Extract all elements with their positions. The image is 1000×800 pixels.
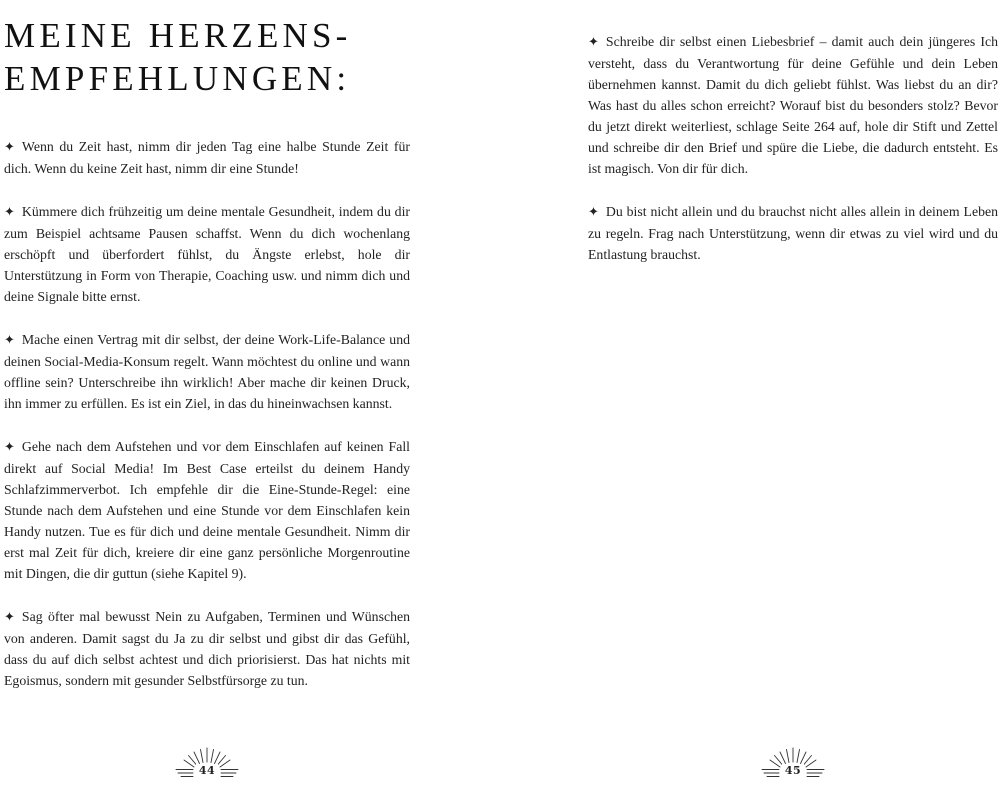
four-point-star-icon: ✦ — [4, 610, 15, 625]
recommendation-item — [4, 606, 410, 691]
recommendation-text: Sag öfter mal bewusst Nein zu Aufgaben, Terminen und Wünschen von anderen. Damit sagst du Ja zu dir selbst und gibst dir das Gefühl, dass du auf dich selbst achtest und dich priorisierst. Das hat nichts mit Egoismus, sondern mit gesunder Selbstfürsorge zu tun. — [4, 609, 410, 688]
four-point-star-icon: ✦ — [4, 205, 15, 220]
page-number-text: 44 — [196, 764, 218, 777]
heading-line-1: MEINE HERZENS- — [4, 16, 352, 55]
recommendation-text: Schreibe dir selbst einen Liebesbrief – damit auch dein jüngeres Ich versteht, dass du Verantwortung für deine Gefühle und dein Leben übernehmen kannst. Damit du dich geliebt fühlst. Was liebst du an dir? Was hast du alles schon erreicht? Worauf bist du besonders stolz? Bevor du jetzt direkt weiterliest, schlage Seite 264 auf, hole dir Stift und Zettel und schreibe dir den Brief und spüre die Liebe, die dadurch entsteht. Es ist magisch. Von dir für dich. — [588, 34, 998, 176]
page-folio — [172, 744, 242, 780]
four-point-star-icon: ✦ — [4, 440, 15, 455]
recommendation-item — [588, 31, 998, 179]
recommendation-item — [4, 136, 410, 179]
four-point-star-icon: ✦ — [588, 205, 599, 220]
recommendation-text: Gehe nach dem Aufstehen und vor dem Einschlafen auf keinen Fall direkt auf Social Media! Im Best Case erteilst du deinem Handy Schlafzimmerverbot. Ich empfehle dir die Eine-Stunde-Regel: eine Stunde nach dem Aufstehen und eine Stunde vor dem Einschlafen kein Handy nutzen. Tue es für dich und deine mentale Gesundheit. Nimm dir erst mal Zeit für dich, kreiere dir eine ganz persönliche Morgenroutine mit Dingen, die dir guttun (siehe Kapitel 9). — [4, 439, 410, 581]
page-number — [172, 765, 242, 777]
four-point-star-icon: ✦ — [588, 35, 599, 50]
recommendation-text: Wenn du Zeit hast, nimm dir jeden Tag eine halbe Stunde Zeit für dich. Wenn du keine Zeit hast, nimm dir eine Stunde! — [4, 139, 410, 176]
page-heading — [4, 14, 352, 100]
recommendation-item — [4, 436, 410, 584]
right-page — [500, 0, 1000, 800]
recommendation-item — [588, 201, 998, 265]
page-number — [758, 765, 828, 777]
four-point-star-icon: ✦ — [4, 140, 15, 155]
recommendation-item — [4, 329, 410, 414]
recommendation-list — [4, 136, 410, 713]
recommendation-text: Du bist nicht allein und du brauchst nicht alles allein in deinem Leben zu regeln. Frag nach Unterstützung, wenn dir etwas zu viel wird und du Entlastung brauchst. — [588, 204, 998, 262]
recommendation-item — [4, 201, 410, 307]
recommendation-text: Kümmere dich frühzeitig um deine mentale Gesundheit, indem du dir zum Beispiel achtsame Pausen schaffst. Wenn du dich wochenlang erschöpft und überfordert fühlst, du Ängste erlebst, hole dir Unterstützung in Form von Therapie, Coaching usw. und nimm dich und deine Signale bitte ernst. — [4, 204, 410, 304]
page-folio — [758, 744, 828, 780]
recommendation-text: Mache einen Vertrag mit dir selbst, der deine Work-Life-Balance und deinen Social-Media-Konsum regelt. Wann möchtest du online und wann offline sein? Unterschreibe ihn wirklich! Aber mache dir keinen Druck, ihn immer zu erfüllen. Es ist ein Ziel, in das du hineinwachsen kannst. — [4, 332, 410, 411]
heading-line-2: EMPFEHLUNGEN: — [4, 59, 351, 98]
four-point-star-icon: ✦ — [4, 333, 15, 348]
page-number-text: 45 — [782, 764, 804, 777]
recommendation-list — [588, 31, 998, 287]
